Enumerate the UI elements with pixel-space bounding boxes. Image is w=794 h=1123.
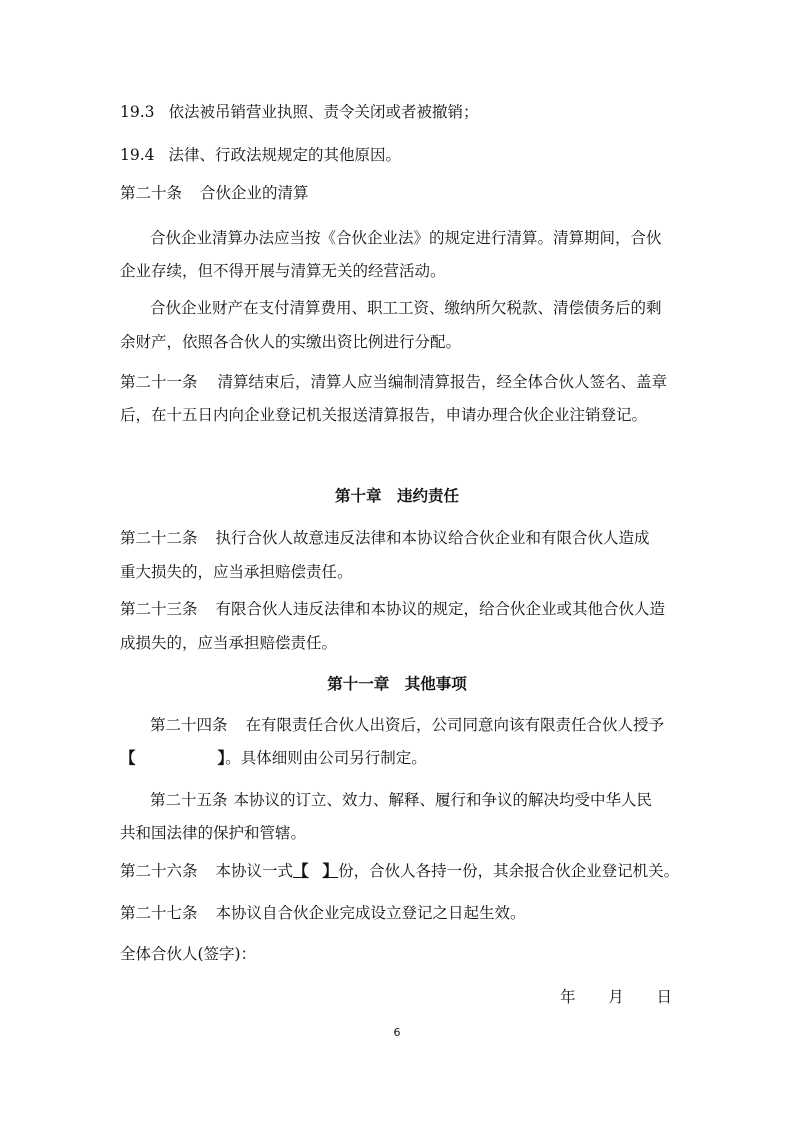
clause-20-para1-line2: 企业存续，但不得开展与清算无关的经营活动。 <box>120 262 446 280</box>
clause-text: 有限合伙人违反法律和本协议的规定，给合伙企业或其他合伙人造 <box>215 600 666 618</box>
clause-20-para1-line1: 合伙企业清算办法应当按《合伙企业法》的规定进行清算。清算期间，合伙 <box>150 229 662 247</box>
clause-number: 19.4 <box>120 146 155 164</box>
bracket-open: 【 <box>120 749 136 767</box>
clause-23-line1 <box>120 599 665 619</box>
clause-19-3 <box>120 102 479 122</box>
clause-text: 执行合伙人故意违反法律和本协议给合伙企业和有限合伙人造成 <box>215 529 650 547</box>
clause-21-line2: 后，在十五日内向企业登记机关报送清算报告，申请办理合伙企业注销登记。 <box>120 406 648 424</box>
clause-number: 第二十二条 <box>120 529 198 547</box>
bracket-close: 】 <box>322 862 339 880</box>
clause-number: 第二十七条 <box>120 904 198 922</box>
clause-text: 。具体细则由公司另行制定。 <box>225 749 427 767</box>
clause-text: 在有限责任合伙人出资后，公司同意向该有限责任合伙人授予 <box>245 716 665 734</box>
clause-text: 清算结束后，清算人应当编制清算报告，经全体合伙人签名、盖章 <box>217 373 668 391</box>
clause-number: 第二十条 <box>120 184 183 202</box>
bracket-close: 】 <box>217 749 226 767</box>
date-line <box>560 987 672 1007</box>
clause-text: 合伙企业的清算 <box>200 184 309 202</box>
clause-text: 本协议的订立、效力、解释、履行和争议的解决均受中华人民 <box>233 791 653 809</box>
clause-27 <box>120 903 526 923</box>
clause-25-line1 <box>150 790 652 810</box>
clause-26 <box>120 861 679 881</box>
clause-text: 依法被吊销营业执照、责令关闭或者被撤销； <box>168 103 479 121</box>
clause-21-line1 <box>120 372 667 392</box>
clause-number: 第二十六条 <box>120 862 198 880</box>
clause-number: 第二十四条 <box>150 716 228 734</box>
bracket-open: 【 <box>293 862 309 880</box>
clause-20-para2-line1: 合伙企业财产在支付清算费用、职工工资、缴纳所欠税款、清偿债务后的剩 <box>150 299 662 317</box>
copies-blank[interactable] <box>293 862 338 880</box>
chapter-10-heading: 第十章 违约责任 <box>334 487 459 505</box>
clause-19-4 <box>120 145 401 165</box>
clause-20-title <box>120 183 309 203</box>
clause-number: 第二十一条 <box>120 373 198 391</box>
clause-20-para2-line2: 余财产，依照各合伙人的实缴出资比例进行分配。 <box>120 333 462 351</box>
signature-line: 全体合伙人(签字)： <box>120 945 257 963</box>
clause-22-line2: 重大损失的，应当承担赔偿责任。 <box>120 563 353 581</box>
page-number: 6 <box>393 1026 401 1039</box>
date-month-label: 月 <box>608 988 624 1006</box>
clause-25-line2: 共和国法律的保护和管辖。 <box>120 824 307 842</box>
chapter-11-heading: 第十一章 其他事项 <box>327 675 467 693</box>
clause-number: 第二十五条 <box>150 791 228 809</box>
clause-24-line1 <box>150 715 664 735</box>
clause-number: 第二十三条 <box>120 600 198 618</box>
clause-text: 法律、行政法规规定的其他原因。 <box>168 146 402 164</box>
clause-23-line2: 成损失的，应当承担赔偿责任。 <box>120 634 338 652</box>
clause-24-line2 <box>120 748 427 768</box>
clause-number: 19.3 <box>120 103 155 121</box>
date-day-label: 日 <box>656 988 672 1006</box>
date-year-label: 年 <box>560 988 576 1006</box>
clause-22-line1 <box>120 528 650 548</box>
clause-text-pre: 本协议一式 <box>215 862 294 880</box>
clause-text: 本协议自合伙企业完成设立登记之日起生效。 <box>215 904 526 922</box>
clause-text-post: 份，合伙人各持一份，其余报合伙企业登记机关。 <box>338 862 680 880</box>
